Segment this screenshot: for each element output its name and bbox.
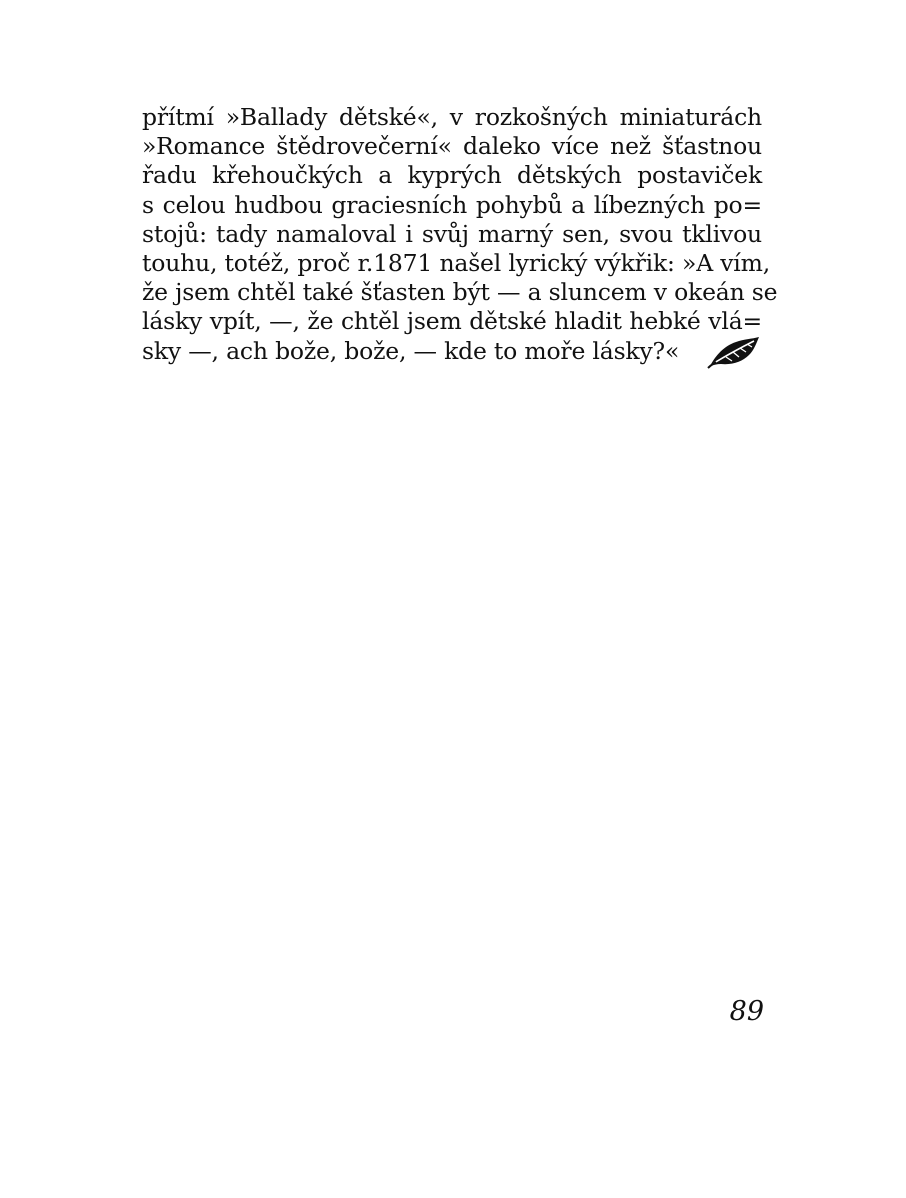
text-line: stojů: tady namaloval i svůj marný sen, svou tklivou [142, 219, 762, 248]
text-line-last [142, 337, 762, 366]
body-text [142, 103, 778, 366]
text-line: touhu, totéž, proč r.1871 našel lyrický výkřik: »A vím, [142, 248, 770, 277]
text-line: řadu křehoučkých a kyprých dětských postaviček [142, 161, 762, 190]
text-line: »Romance štědrovečerní« daleko více než šťastnou [142, 132, 762, 161]
leaf-ornament-icon [706, 335, 762, 369]
text-line: s celou hudbou graciesních pohybů a líbezných po= [142, 190, 762, 219]
text-line: lásky vpít, —, že chtěl jsem dětské hladit hebké vlá= [142, 307, 762, 336]
text-line: přítmí »Ballady dětské«, v rozkošných miniaturách [142, 103, 762, 131]
text-line: že jsem chtěl také šťasten být — a sluncem v okeán se [142, 278, 778, 307]
text-line: sky —, ach bože, bože, — kde to moře lásky?« [142, 336, 680, 365]
page-number: 89 [729, 996, 764, 1027]
